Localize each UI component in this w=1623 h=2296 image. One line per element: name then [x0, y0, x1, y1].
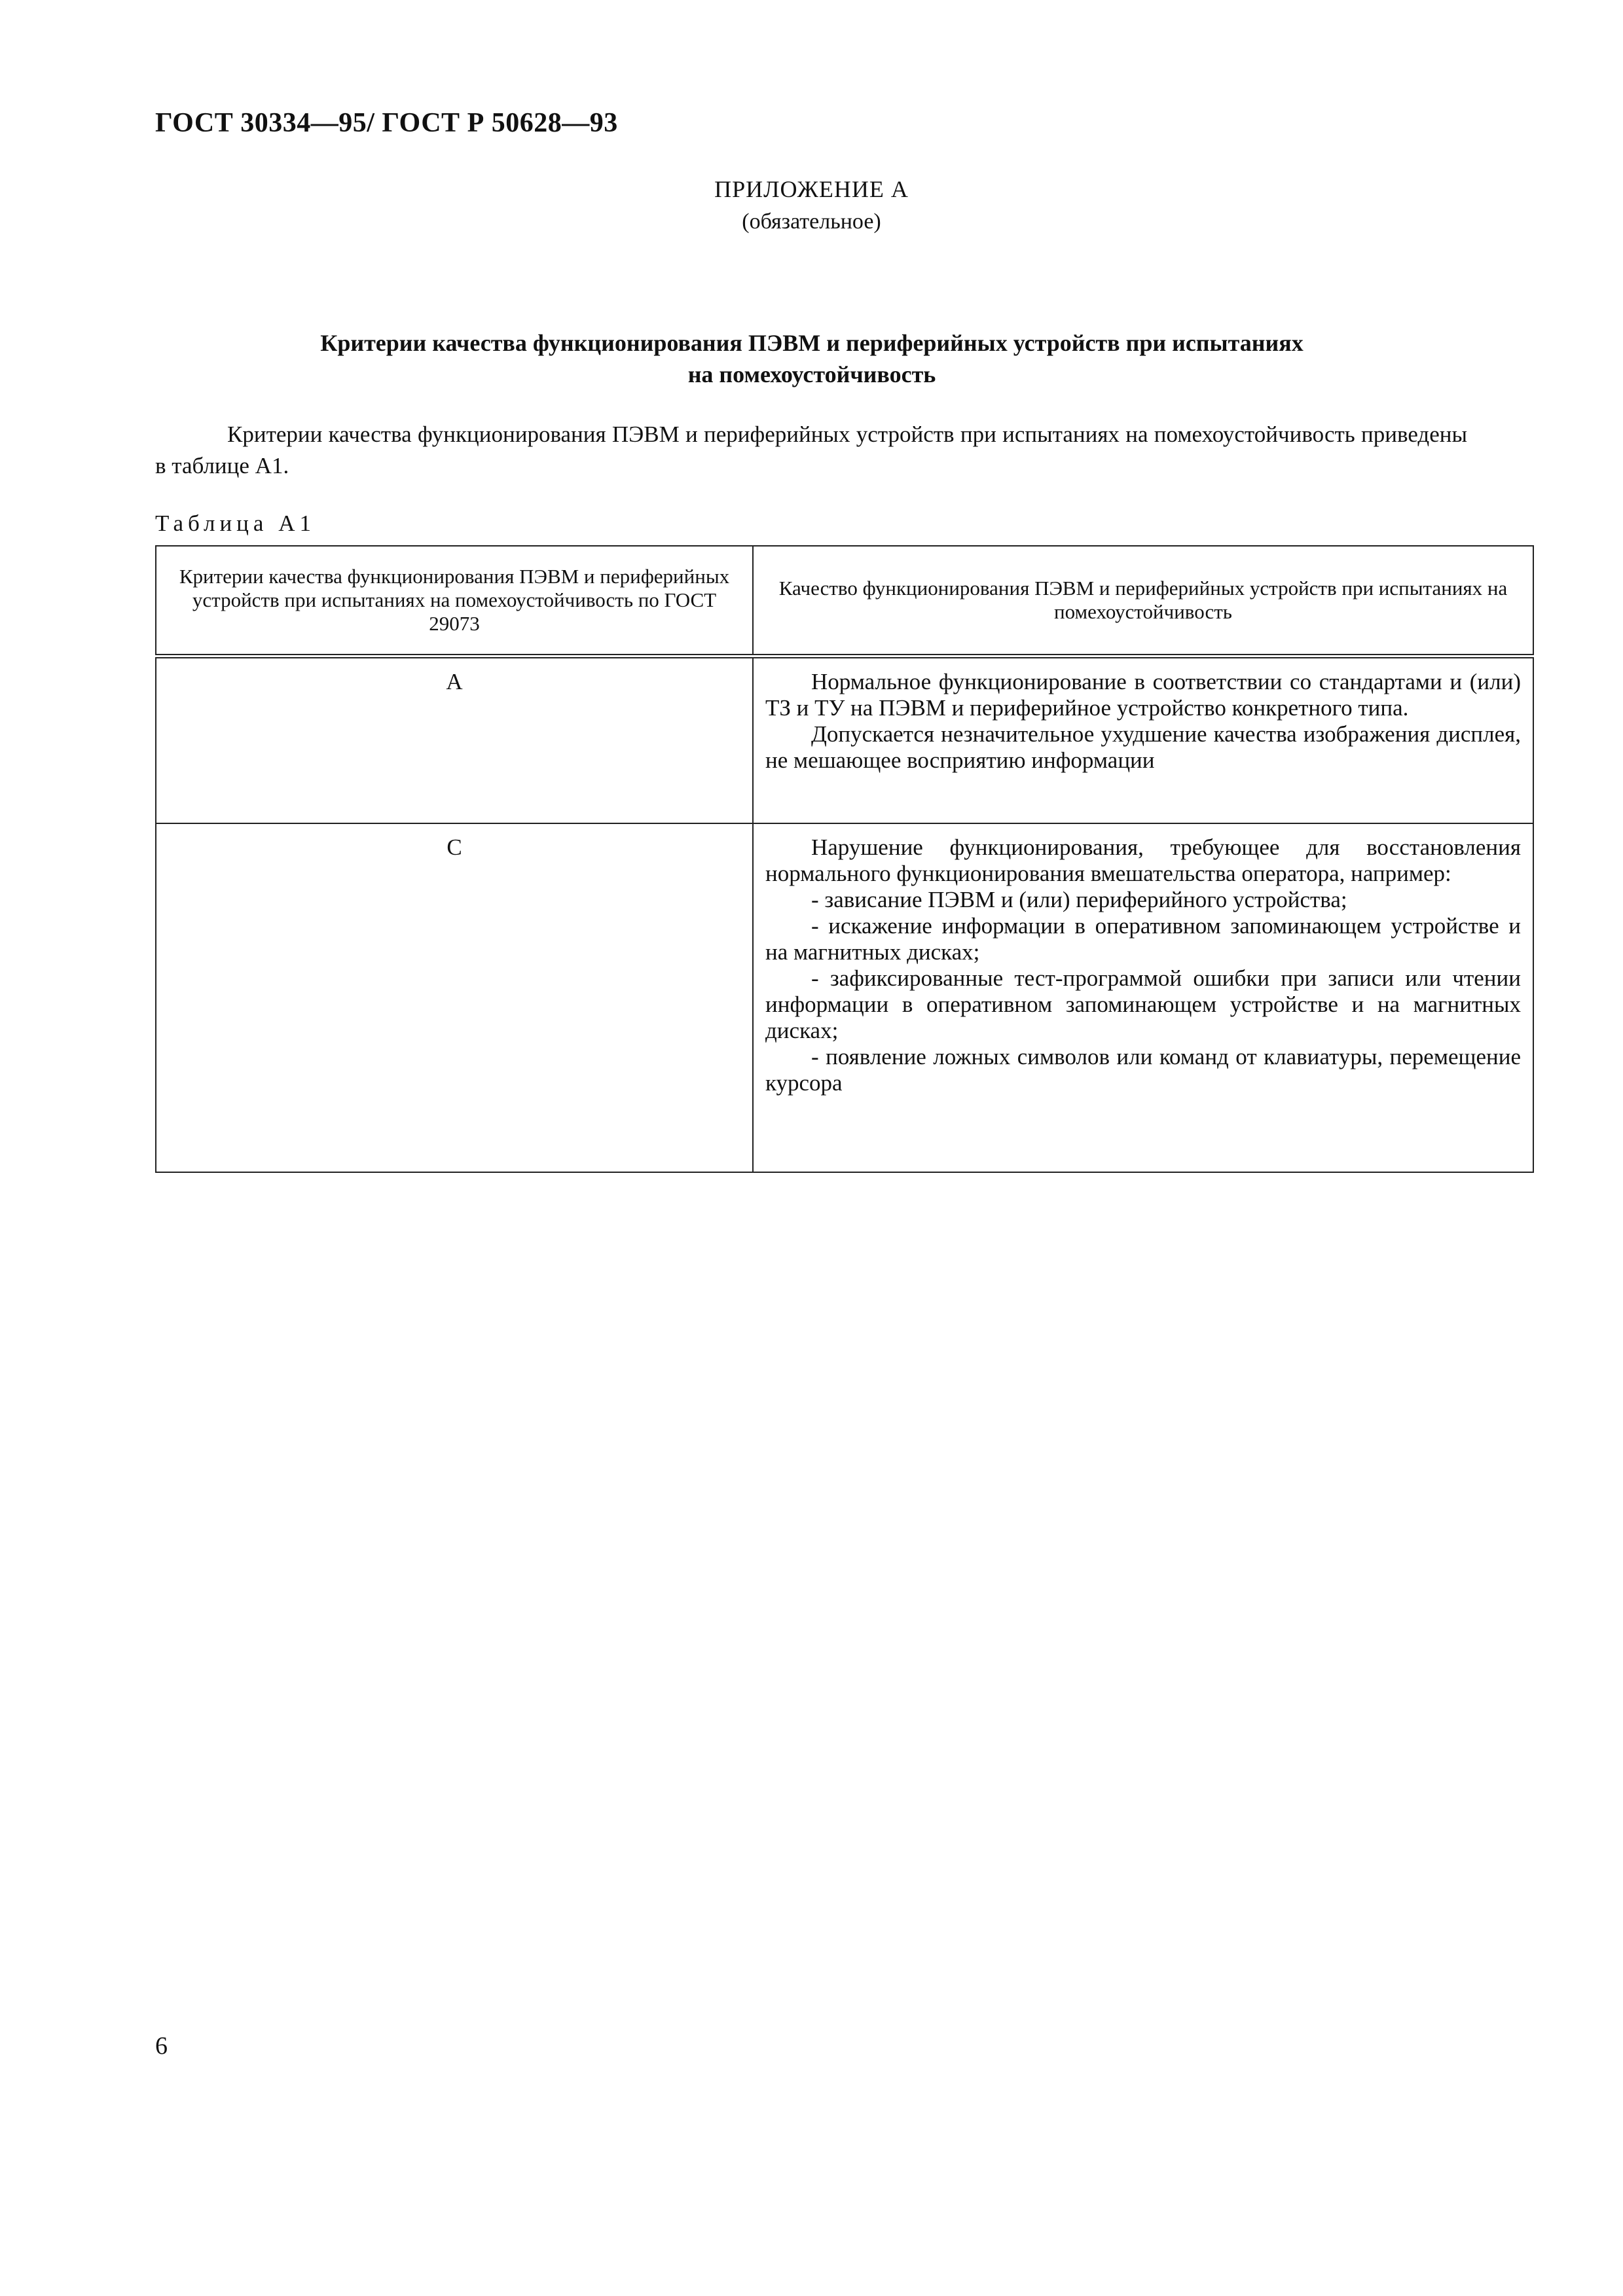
- appendix-title: ПРИЛОЖЕНИЕ А: [714, 176, 909, 202]
- description-list-item: - искажение информации в оперативном запоминающем устройстве и на магнитных дисках;: [765, 913, 1521, 965]
- table-label: Таблица А1: [155, 511, 316, 536]
- criteria-table: [155, 545, 1521, 1173]
- criterion-description: [753, 823, 1533, 1172]
- table-header-quality: Качество функционирования ПЭВМ и периферийных устройств при испытаниях на помехоустойчивость: [753, 546, 1533, 656]
- table-header-criteria: Критерии качества функционирования ПЭВМ и периферийных устройств при испытаниях на помехоустойчивость по ГОСТ 29073: [156, 546, 753, 656]
- table-row: [156, 656, 1533, 824]
- page-number: 6: [155, 2032, 168, 2060]
- section-title: [183, 327, 1440, 390]
- table-header-row: [156, 546, 1533, 656]
- document-code: ГОСТ 30334—95/ ГОСТ Р 50628—93: [155, 108, 618, 138]
- criterion-code: С: [156, 823, 753, 1172]
- table-row: [156, 823, 1533, 1172]
- section-title-line1: Критерии качества функционирования ПЭВМ и периферийных устройств при испытаниях: [320, 330, 1304, 356]
- description-list-item: - зафиксированные тест-программой ошибки при записи или чтении информации в оперативном запоминающем устройстве и на магнитных дисках;: [765, 965, 1521, 1043]
- criterion-description: [753, 656, 1533, 824]
- description-paragraph: Допускается незначительное ухудшение качества изображения дисплея, не мешающее восприятию информации: [765, 721, 1521, 773]
- appendix-note: (обязательное): [742, 209, 881, 234]
- description-paragraph: Нарушение функционирования, требующее для восстановления нормального функционирования вмешательства оператора, например:: [765, 834, 1521, 886]
- section-title-line2: на помехоустойчивость: [687, 361, 936, 387]
- description-list-item: - зависание ПЭВМ и (или) периферийного устройства;: [811, 887, 1347, 912]
- criterion-code: А: [156, 656, 753, 824]
- description-paragraph: Нормальное функционирование в соответствии со стандартами и (или) ТЗ и ТУ на ПЭВМ и периферийное устройство конкретного типа.: [765, 669, 1521, 721]
- description-list-item: - появление ложных символов или команд от клавиатуры, перемещение курсора: [765, 1044, 1521, 1096]
- intro-paragraph: Критерии качества функционирования ПЭВМ и периферийных устройств при испытаниях на помехоустойчивость приведены в таблице А1.: [155, 422, 1467, 478]
